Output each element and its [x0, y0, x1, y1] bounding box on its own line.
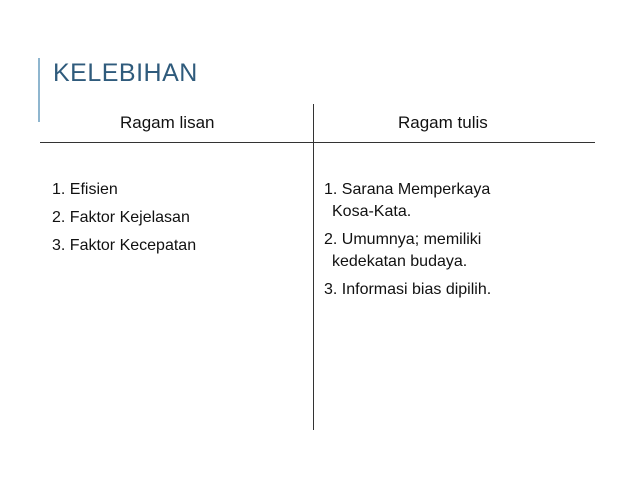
- list-item-text: 3. Informasi bias dipilih.: [324, 281, 492, 298]
- slide-title: KELEBIHAN: [53, 59, 198, 87]
- list-item: [324, 179, 624, 223]
- ragam-tulis-list: [324, 179, 624, 307]
- title-accent-bar: [38, 58, 40, 122]
- list-item-continuation: kedekatan budaya.: [332, 253, 468, 270]
- column-header-ragam-tulis: Ragam tulis: [398, 113, 488, 132]
- list-item-continuation: Kosa-Kata.: [332, 203, 412, 220]
- list-item: 1. Efisien: [52, 181, 118, 198]
- column-divider: [313, 104, 314, 430]
- header-divider: [40, 142, 595, 143]
- list-item-text: 1. Sarana Memperkaya: [324, 181, 491, 198]
- list-item-text: 2. Umumnya; memiliki: [324, 231, 482, 248]
- column-header-ragam-lisan: Ragam lisan: [120, 113, 215, 132]
- list-item: 2. Faktor Kejelasan: [52, 209, 190, 226]
- ragam-lisan-list: [52, 179, 302, 263]
- list-item: [324, 229, 624, 273]
- list-item: [324, 279, 624, 301]
- list-item: 3. Faktor Kecepatan: [52, 237, 197, 254]
